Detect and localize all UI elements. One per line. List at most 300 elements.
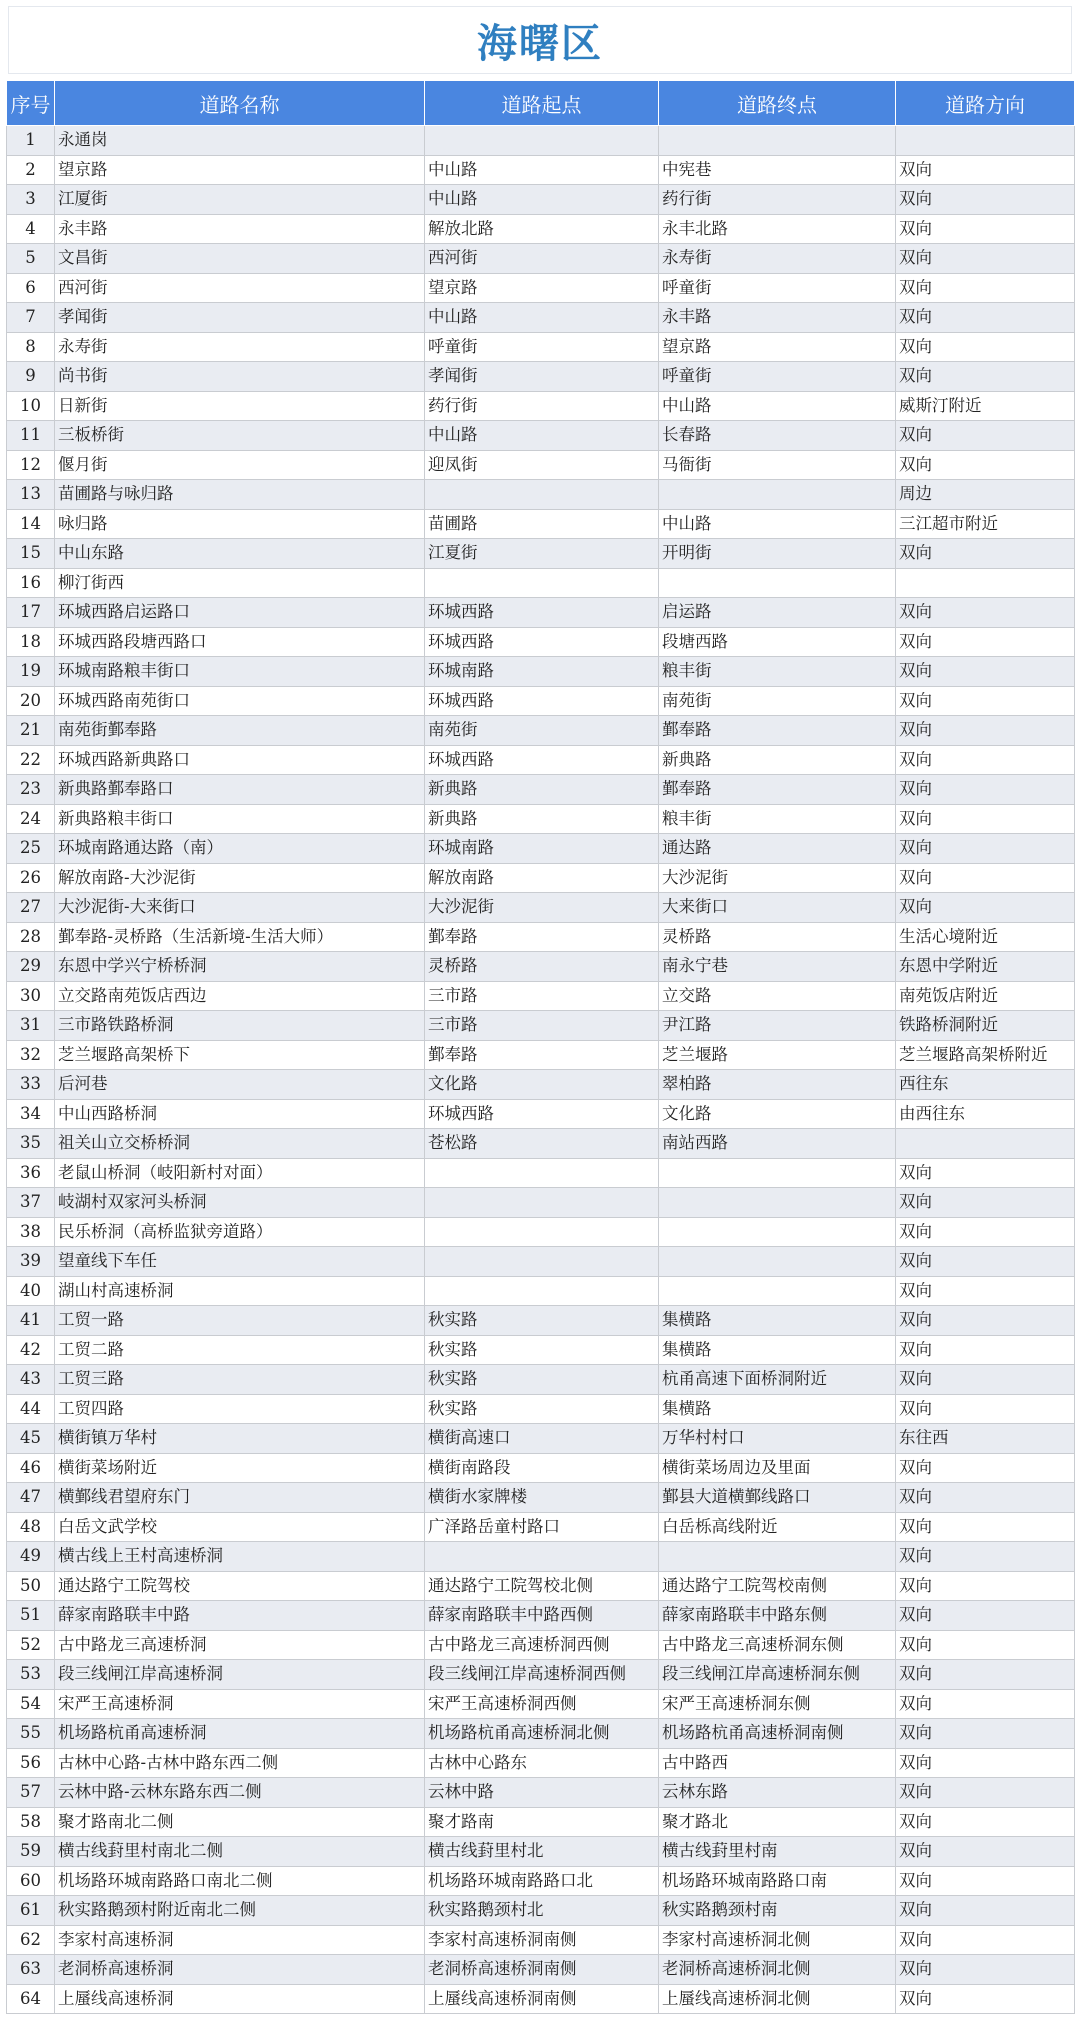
cell-index: 11 bbox=[7, 421, 55, 451]
table-row bbox=[7, 126, 1075, 156]
cell-direction: 双向 bbox=[896, 1483, 1075, 1513]
cell-index: 64 bbox=[7, 1984, 55, 2014]
table-row bbox=[7, 1483, 1075, 1513]
cell-road-name: 老洞桥高速桥洞 bbox=[55, 1955, 425, 1985]
cell-direction: 双向 bbox=[896, 539, 1075, 569]
cell-direction: 双向 bbox=[896, 273, 1075, 303]
table-row bbox=[7, 1188, 1075, 1218]
cell-direction: 双向 bbox=[896, 627, 1075, 657]
cell-road-name: 日新街 bbox=[55, 391, 425, 421]
cell-index: 6 bbox=[7, 273, 55, 303]
cell-direction: 双向 bbox=[896, 1571, 1075, 1601]
cell-direction: 双向 bbox=[896, 1394, 1075, 1424]
cell-road-name: 工贸一路 bbox=[55, 1306, 425, 1336]
cell-start bbox=[425, 1217, 659, 1247]
cell-start: 秋实路 bbox=[425, 1335, 659, 1365]
cell-index: 45 bbox=[7, 1424, 55, 1454]
cell-road-name: 永寿街 bbox=[55, 332, 425, 362]
cell-direction: 双向 bbox=[896, 1719, 1075, 1749]
cell-start: 秋实路 bbox=[425, 1365, 659, 1395]
cell-road-name: 永丰路 bbox=[55, 214, 425, 244]
cell-start: 南苑街 bbox=[425, 716, 659, 746]
cell-index: 54 bbox=[7, 1689, 55, 1719]
table-row bbox=[7, 745, 1075, 775]
cell-direction: 双向 bbox=[896, 893, 1075, 923]
table-row bbox=[7, 1719, 1075, 1749]
cell-end: 云林东路 bbox=[659, 1778, 896, 1808]
table-row bbox=[7, 1512, 1075, 1542]
cell-direction: 双向 bbox=[896, 1807, 1075, 1837]
cell-direction: 双向 bbox=[896, 1512, 1075, 1542]
cell-end: 横古线葑里村南 bbox=[659, 1837, 896, 1867]
table-row bbox=[7, 362, 1075, 392]
page-title: 海曙区 bbox=[477, 20, 603, 67]
cell-end bbox=[659, 1217, 896, 1247]
cell-road-name: 横鄞线君望府东门 bbox=[55, 1483, 425, 1513]
cell-road-name: 宋严王高速桥洞 bbox=[55, 1689, 425, 1719]
cell-end: 粮丰街 bbox=[659, 804, 896, 834]
cell-index: 5 bbox=[7, 244, 55, 274]
cell-index: 23 bbox=[7, 775, 55, 805]
cell-start: 老洞桥高速桥洞南侧 bbox=[425, 1955, 659, 1985]
cell-index: 53 bbox=[7, 1660, 55, 1690]
table-row bbox=[7, 1778, 1075, 1808]
cell-index: 34 bbox=[7, 1099, 55, 1129]
cell-direction: 双向 bbox=[896, 303, 1075, 333]
cell-index: 8 bbox=[7, 332, 55, 362]
header-row bbox=[7, 81, 1075, 126]
cell-index: 28 bbox=[7, 922, 55, 952]
cell-start: 段三线闸江岸高速桥洞西侧 bbox=[425, 1660, 659, 1690]
cell-end: 鄞县大道横鄞线路口 bbox=[659, 1483, 896, 1513]
cell-direction: 铁路桥洞附近 bbox=[896, 1011, 1075, 1041]
cell-end: 开明街 bbox=[659, 539, 896, 569]
cell-end: 粮丰街 bbox=[659, 657, 896, 687]
cell-end: 机场路杭甬高速桥洞南侧 bbox=[659, 1719, 896, 1749]
cell-road-name: 祖关山立交桥桥洞 bbox=[55, 1129, 425, 1159]
table-row bbox=[7, 716, 1075, 746]
cell-direction: 双向 bbox=[896, 421, 1075, 451]
cell-direction: 双向 bbox=[896, 775, 1075, 805]
cell-direction: 双向 bbox=[896, 863, 1075, 893]
cell-index: 4 bbox=[7, 214, 55, 244]
cell-start: 苗圃路 bbox=[425, 509, 659, 539]
cell-direction: 双向 bbox=[896, 834, 1075, 864]
cell-direction: 双向 bbox=[896, 1217, 1075, 1247]
cell-index: 20 bbox=[7, 686, 55, 716]
table-row bbox=[7, 1306, 1075, 1336]
cell-direction: 双向 bbox=[896, 1630, 1075, 1660]
cell-road-name: 古中路龙三高速桥洞 bbox=[55, 1630, 425, 1660]
cell-start: 鄞奉路 bbox=[425, 1040, 659, 1070]
cell-end: 长春路 bbox=[659, 421, 896, 451]
cell-road-name: 望京路 bbox=[55, 155, 425, 185]
cell-direction: 双向 bbox=[896, 1276, 1075, 1306]
cell-road-name: 偃月街 bbox=[55, 450, 425, 480]
cell-road-name: 聚才路南北二侧 bbox=[55, 1807, 425, 1837]
table-row bbox=[7, 539, 1075, 569]
table-row bbox=[7, 1247, 1075, 1277]
cell-start: 环城南路 bbox=[425, 657, 659, 687]
table-row bbox=[7, 332, 1075, 362]
table-row bbox=[7, 1630, 1075, 1660]
table-row bbox=[7, 1453, 1075, 1483]
cell-start: 环城西路 bbox=[425, 627, 659, 657]
table-row bbox=[7, 804, 1075, 834]
cell-end: 白岳栎高线附近 bbox=[659, 1512, 896, 1542]
cell-start: 中山路 bbox=[425, 421, 659, 451]
cell-start: 环城西路 bbox=[425, 598, 659, 628]
cell-end: 万华村村口 bbox=[659, 1424, 896, 1454]
cell-direction: 双向 bbox=[896, 1778, 1075, 1808]
table-row bbox=[7, 981, 1075, 1011]
cell-start: 鄞奉路 bbox=[425, 922, 659, 952]
cell-road-name: 薛家南路联丰中路 bbox=[55, 1601, 425, 1631]
table-row bbox=[7, 686, 1075, 716]
cell-direction: 双向 bbox=[896, 1748, 1075, 1778]
cell-road-name: 环城南路通达路（南） bbox=[55, 834, 425, 864]
cell-start: 横古线葑里村北 bbox=[425, 1837, 659, 1867]
cell-direction: 双向 bbox=[896, 155, 1075, 185]
cell-index: 29 bbox=[7, 952, 55, 982]
cell-end: 通达路宁工院驾校南侧 bbox=[659, 1571, 896, 1601]
cell-index: 46 bbox=[7, 1453, 55, 1483]
cell-road-name: 三市路铁路桥洞 bbox=[55, 1011, 425, 1041]
cell-end: 秋实路鹅颈村南 bbox=[659, 1896, 896, 1926]
cell-direction: 双向 bbox=[896, 1365, 1075, 1395]
header-direction: 道路方向 bbox=[896, 81, 1075, 126]
table-row bbox=[7, 1424, 1075, 1454]
cell-direction: 双向 bbox=[896, 1542, 1075, 1572]
table-row bbox=[7, 1158, 1075, 1188]
cell-end: 鄞奉路 bbox=[659, 775, 896, 805]
cell-end: 灵桥路 bbox=[659, 922, 896, 952]
cell-start: 秋实路鹅颈村北 bbox=[425, 1896, 659, 1926]
cell-start: 孝闻街 bbox=[425, 362, 659, 392]
cell-index: 43 bbox=[7, 1365, 55, 1395]
cell-end: 南苑街 bbox=[659, 686, 896, 716]
cell-end: 机场路环城南路路口南 bbox=[659, 1866, 896, 1896]
cell-road-name: 中山东路 bbox=[55, 539, 425, 569]
cell-road-name: 段三线闸江岸高速桥洞 bbox=[55, 1660, 425, 1690]
table-row bbox=[7, 1866, 1075, 1896]
cell-road-name: 解放南路-大沙泥街 bbox=[55, 863, 425, 893]
cell-road-name: 西河街 bbox=[55, 273, 425, 303]
cell-end: 呼童街 bbox=[659, 273, 896, 303]
cell-start: 秋实路 bbox=[425, 1394, 659, 1424]
cell-end: 大沙泥街 bbox=[659, 863, 896, 893]
cell-start: 灵桥路 bbox=[425, 952, 659, 982]
cell-index: 44 bbox=[7, 1394, 55, 1424]
cell-end: 大来街口 bbox=[659, 893, 896, 923]
cell-start bbox=[425, 1542, 659, 1572]
cell-end bbox=[659, 1247, 896, 1277]
cell-start: 上蜃线高速桥洞南侧 bbox=[425, 1984, 659, 2014]
cell-road-name: 文昌街 bbox=[55, 244, 425, 274]
cell-road-name: 工贸三路 bbox=[55, 1365, 425, 1395]
cell-end: 芝兰堰路 bbox=[659, 1040, 896, 1070]
cell-index: 14 bbox=[7, 509, 55, 539]
cell-start: 横街高速口 bbox=[425, 1424, 659, 1454]
cell-start: 环城南路 bbox=[425, 834, 659, 864]
cell-index: 25 bbox=[7, 834, 55, 864]
cell-direction: 双向 bbox=[896, 1837, 1075, 1867]
cell-end: 永丰北路 bbox=[659, 214, 896, 244]
cell-index: 61 bbox=[7, 1896, 55, 1926]
cell-index: 57 bbox=[7, 1778, 55, 1808]
table-row bbox=[7, 893, 1075, 923]
cell-start: 机场路杭甬高速桥洞北侧 bbox=[425, 1719, 659, 1749]
cell-road-name: 李家村高速桥洞 bbox=[55, 1925, 425, 1955]
table-row bbox=[7, 657, 1075, 687]
cell-end: 杭甬高速下面桥洞附近 bbox=[659, 1365, 896, 1395]
cell-road-name: 岐湖村双家河头桥洞 bbox=[55, 1188, 425, 1218]
cell-index: 60 bbox=[7, 1866, 55, 1896]
cell-start: 文化路 bbox=[425, 1070, 659, 1100]
cell-start bbox=[425, 480, 659, 510]
cell-direction: 东恩中学附近 bbox=[896, 952, 1075, 982]
cell-start: 解放北路 bbox=[425, 214, 659, 244]
cell-end: 启运路 bbox=[659, 598, 896, 628]
cell-start: 江夏街 bbox=[425, 539, 659, 569]
cell-index: 63 bbox=[7, 1955, 55, 1985]
cell-direction: 生活心境附近 bbox=[896, 922, 1075, 952]
cell-direction: 双向 bbox=[896, 332, 1075, 362]
cell-end: 马衙街 bbox=[659, 450, 896, 480]
cell-end bbox=[659, 126, 896, 156]
cell-direction: 周边 bbox=[896, 480, 1075, 510]
cell-index: 17 bbox=[7, 598, 55, 628]
table-row bbox=[7, 1571, 1075, 1601]
cell-direction: 双向 bbox=[896, 1601, 1075, 1631]
cell-start bbox=[425, 1158, 659, 1188]
table-row bbox=[7, 1601, 1075, 1631]
cell-direction: 双向 bbox=[896, 450, 1075, 480]
table-row bbox=[7, 863, 1075, 893]
cell-road-name: 三板桥街 bbox=[55, 421, 425, 451]
cell-road-name: 横古线葑里村南北二侧 bbox=[55, 1837, 425, 1867]
cell-end: 望京路 bbox=[659, 332, 896, 362]
table-row bbox=[7, 627, 1075, 657]
cell-index: 47 bbox=[7, 1483, 55, 1513]
cell-start: 新典路 bbox=[425, 804, 659, 834]
cell-end: 尹江路 bbox=[659, 1011, 896, 1041]
cell-road-name: 横街镇万华村 bbox=[55, 1424, 425, 1454]
cell-end bbox=[659, 1276, 896, 1306]
cell-index: 26 bbox=[7, 863, 55, 893]
cell-start: 机场路环城南路路口北 bbox=[425, 1866, 659, 1896]
cell-index: 38 bbox=[7, 1217, 55, 1247]
cell-road-name: 工贸四路 bbox=[55, 1394, 425, 1424]
cell-direction: 双向 bbox=[896, 1866, 1075, 1896]
cell-start: 呼童街 bbox=[425, 332, 659, 362]
cell-index: 62 bbox=[7, 1925, 55, 1955]
cell-road-name: 环城西路南苑街口 bbox=[55, 686, 425, 716]
cell-start: 中山路 bbox=[425, 185, 659, 215]
cell-end: 中宪巷 bbox=[659, 155, 896, 185]
cell-road-name: 老鼠山桥洞（岐阳新村对面） bbox=[55, 1158, 425, 1188]
cell-end: 集横路 bbox=[659, 1335, 896, 1365]
cell-end: 翠柏路 bbox=[659, 1070, 896, 1100]
cell-road-name: 环城西路启运路口 bbox=[55, 598, 425, 628]
cell-end: 薛家南路联丰中路东侧 bbox=[659, 1601, 896, 1631]
table-row bbox=[7, 450, 1075, 480]
cell-start: 三市路 bbox=[425, 1011, 659, 1041]
table-row bbox=[7, 1896, 1075, 1926]
cell-end: 古中路龙三高速桥洞东侧 bbox=[659, 1630, 896, 1660]
cell-index: 52 bbox=[7, 1630, 55, 1660]
table-row bbox=[7, 1925, 1075, 1955]
cell-direction: 东往西 bbox=[896, 1424, 1075, 1454]
cell-index: 22 bbox=[7, 745, 55, 775]
cell-road-name: 机场路环城南路路口南北二侧 bbox=[55, 1866, 425, 1896]
cell-index: 15 bbox=[7, 539, 55, 569]
cell-direction: 双向 bbox=[896, 362, 1075, 392]
cell-end: 药行街 bbox=[659, 185, 896, 215]
cell-road-name: 新典路鄞奉路口 bbox=[55, 775, 425, 805]
cell-start: 宋严王高速桥洞西侧 bbox=[425, 1689, 659, 1719]
cell-road-name: 横古线上王村高速桥洞 bbox=[55, 1542, 425, 1572]
cell-index: 10 bbox=[7, 391, 55, 421]
cell-road-name: 咏归路 bbox=[55, 509, 425, 539]
cell-road-name: 环城南路粮丰街口 bbox=[55, 657, 425, 687]
cell-direction: 双向 bbox=[896, 1660, 1075, 1690]
cell-start: 云林中路 bbox=[425, 1778, 659, 1808]
cell-start: 横街南路段 bbox=[425, 1453, 659, 1483]
cell-road-name: 尚书街 bbox=[55, 362, 425, 392]
cell-end: 南站西路 bbox=[659, 1129, 896, 1159]
cell-direction: 双向 bbox=[896, 1453, 1075, 1483]
cell-end: 中山路 bbox=[659, 391, 896, 421]
cell-end: 文化路 bbox=[659, 1099, 896, 1129]
cell-road-name: 立交路南苑饭店西边 bbox=[55, 981, 425, 1011]
cell-direction: 西往东 bbox=[896, 1070, 1075, 1100]
road-table bbox=[6, 80, 1075, 2014]
cell-start: 横街水家牌楼 bbox=[425, 1483, 659, 1513]
cell-end: 鄞奉路 bbox=[659, 716, 896, 746]
cell-direction: 双向 bbox=[896, 1955, 1075, 1985]
cell-index: 31 bbox=[7, 1011, 55, 1041]
cell-start: 大沙泥街 bbox=[425, 893, 659, 923]
cell-direction: 双向 bbox=[896, 1335, 1075, 1365]
cell-direction: 双向 bbox=[896, 1689, 1075, 1719]
title-box bbox=[8, 6, 1072, 74]
table-row bbox=[7, 303, 1075, 333]
table-row bbox=[7, 1276, 1075, 1306]
cell-road-name: 古林中心路-古林中路东西二侧 bbox=[55, 1748, 425, 1778]
cell-start: 聚才路南 bbox=[425, 1807, 659, 1837]
table-row bbox=[7, 1011, 1075, 1041]
cell-end bbox=[659, 1188, 896, 1218]
cell-direction: 双向 bbox=[896, 716, 1075, 746]
cell-road-name: 芝兰堰路高架桥下 bbox=[55, 1040, 425, 1070]
cell-road-name: 望童线下车任 bbox=[55, 1247, 425, 1277]
table-row bbox=[7, 952, 1075, 982]
cell-index: 59 bbox=[7, 1837, 55, 1867]
cell-road-name: 通达路宁工院驾校 bbox=[55, 1571, 425, 1601]
cell-direction bbox=[896, 568, 1075, 598]
cell-end: 上蜃线高速桥洞北侧 bbox=[659, 1984, 896, 2014]
cell-road-name: 机场路杭甬高速桥洞 bbox=[55, 1719, 425, 1749]
cell-index: 36 bbox=[7, 1158, 55, 1188]
cell-start: 西河街 bbox=[425, 244, 659, 274]
header-index: 序号 bbox=[7, 81, 55, 126]
cell-index: 12 bbox=[7, 450, 55, 480]
cell-end: 永寿街 bbox=[659, 244, 896, 274]
header-start: 道路起点 bbox=[425, 81, 659, 126]
cell-direction: 双向 bbox=[896, 1247, 1075, 1277]
cell-end: 永丰路 bbox=[659, 303, 896, 333]
cell-direction bbox=[896, 1129, 1075, 1159]
table-row bbox=[7, 1394, 1075, 1424]
cell-direction: 双向 bbox=[896, 686, 1075, 716]
cell-index: 2 bbox=[7, 155, 55, 185]
table-row bbox=[7, 273, 1075, 303]
cell-start bbox=[425, 126, 659, 156]
cell-index: 51 bbox=[7, 1601, 55, 1631]
cell-start: 环城西路 bbox=[425, 1099, 659, 1129]
cell-index: 50 bbox=[7, 1571, 55, 1601]
header-end: 道路终点 bbox=[659, 81, 896, 126]
cell-direction: 双向 bbox=[896, 214, 1075, 244]
table-row bbox=[7, 1984, 1075, 2014]
table-row bbox=[7, 775, 1075, 805]
cell-road-name: 环城西路段塘西路口 bbox=[55, 627, 425, 657]
cell-index: 37 bbox=[7, 1188, 55, 1218]
cell-start: 解放南路 bbox=[425, 863, 659, 893]
table-row bbox=[7, 155, 1075, 185]
table-row bbox=[7, 1689, 1075, 1719]
table-row bbox=[7, 1807, 1075, 1837]
cell-end: 段三线闸江岸高速桥洞东侧 bbox=[659, 1660, 896, 1690]
cell-direction bbox=[896, 126, 1075, 156]
cell-index: 27 bbox=[7, 893, 55, 923]
cell-index: 1 bbox=[7, 126, 55, 156]
cell-road-name: 鄞奉路-灵桥路（生活新境-生活大师） bbox=[55, 922, 425, 952]
cell-road-name: 横街菜场附近 bbox=[55, 1453, 425, 1483]
cell-end: 段塘西路 bbox=[659, 627, 896, 657]
cell-start bbox=[425, 1247, 659, 1277]
cell-index: 33 bbox=[7, 1070, 55, 1100]
cell-direction: 双向 bbox=[896, 745, 1075, 775]
cell-road-name: 柳汀街西 bbox=[55, 568, 425, 598]
cell-index: 41 bbox=[7, 1306, 55, 1336]
cell-direction: 双向 bbox=[896, 1188, 1075, 1218]
cell-end: 李家村高速桥洞北侧 bbox=[659, 1925, 896, 1955]
cell-start: 通达路宁工院驾校北侧 bbox=[425, 1571, 659, 1601]
cell-start bbox=[425, 1276, 659, 1306]
cell-end: 集横路 bbox=[659, 1306, 896, 1336]
cell-start: 新典路 bbox=[425, 775, 659, 805]
cell-direction: 双向 bbox=[896, 598, 1075, 628]
cell-start: 秋实路 bbox=[425, 1306, 659, 1336]
cell-road-name: 湖山村高速桥洞 bbox=[55, 1276, 425, 1306]
cell-direction: 双向 bbox=[896, 1306, 1075, 1336]
cell-direction: 双向 bbox=[896, 1925, 1075, 1955]
cell-start bbox=[425, 568, 659, 598]
cell-start: 薛家南路联丰中路西侧 bbox=[425, 1601, 659, 1631]
cell-index: 30 bbox=[7, 981, 55, 1011]
header-road-name: 道路名称 bbox=[55, 81, 425, 126]
cell-start: 广泽路岳童村路口 bbox=[425, 1512, 659, 1542]
cell-end: 通达路 bbox=[659, 834, 896, 864]
table-row bbox=[7, 1217, 1075, 1247]
cell-direction: 双向 bbox=[896, 244, 1075, 274]
cell-direction: 双向 bbox=[896, 185, 1075, 215]
cell-start: 中山路 bbox=[425, 303, 659, 333]
table-row bbox=[7, 391, 1075, 421]
cell-road-name: 环城西路新典路口 bbox=[55, 745, 425, 775]
